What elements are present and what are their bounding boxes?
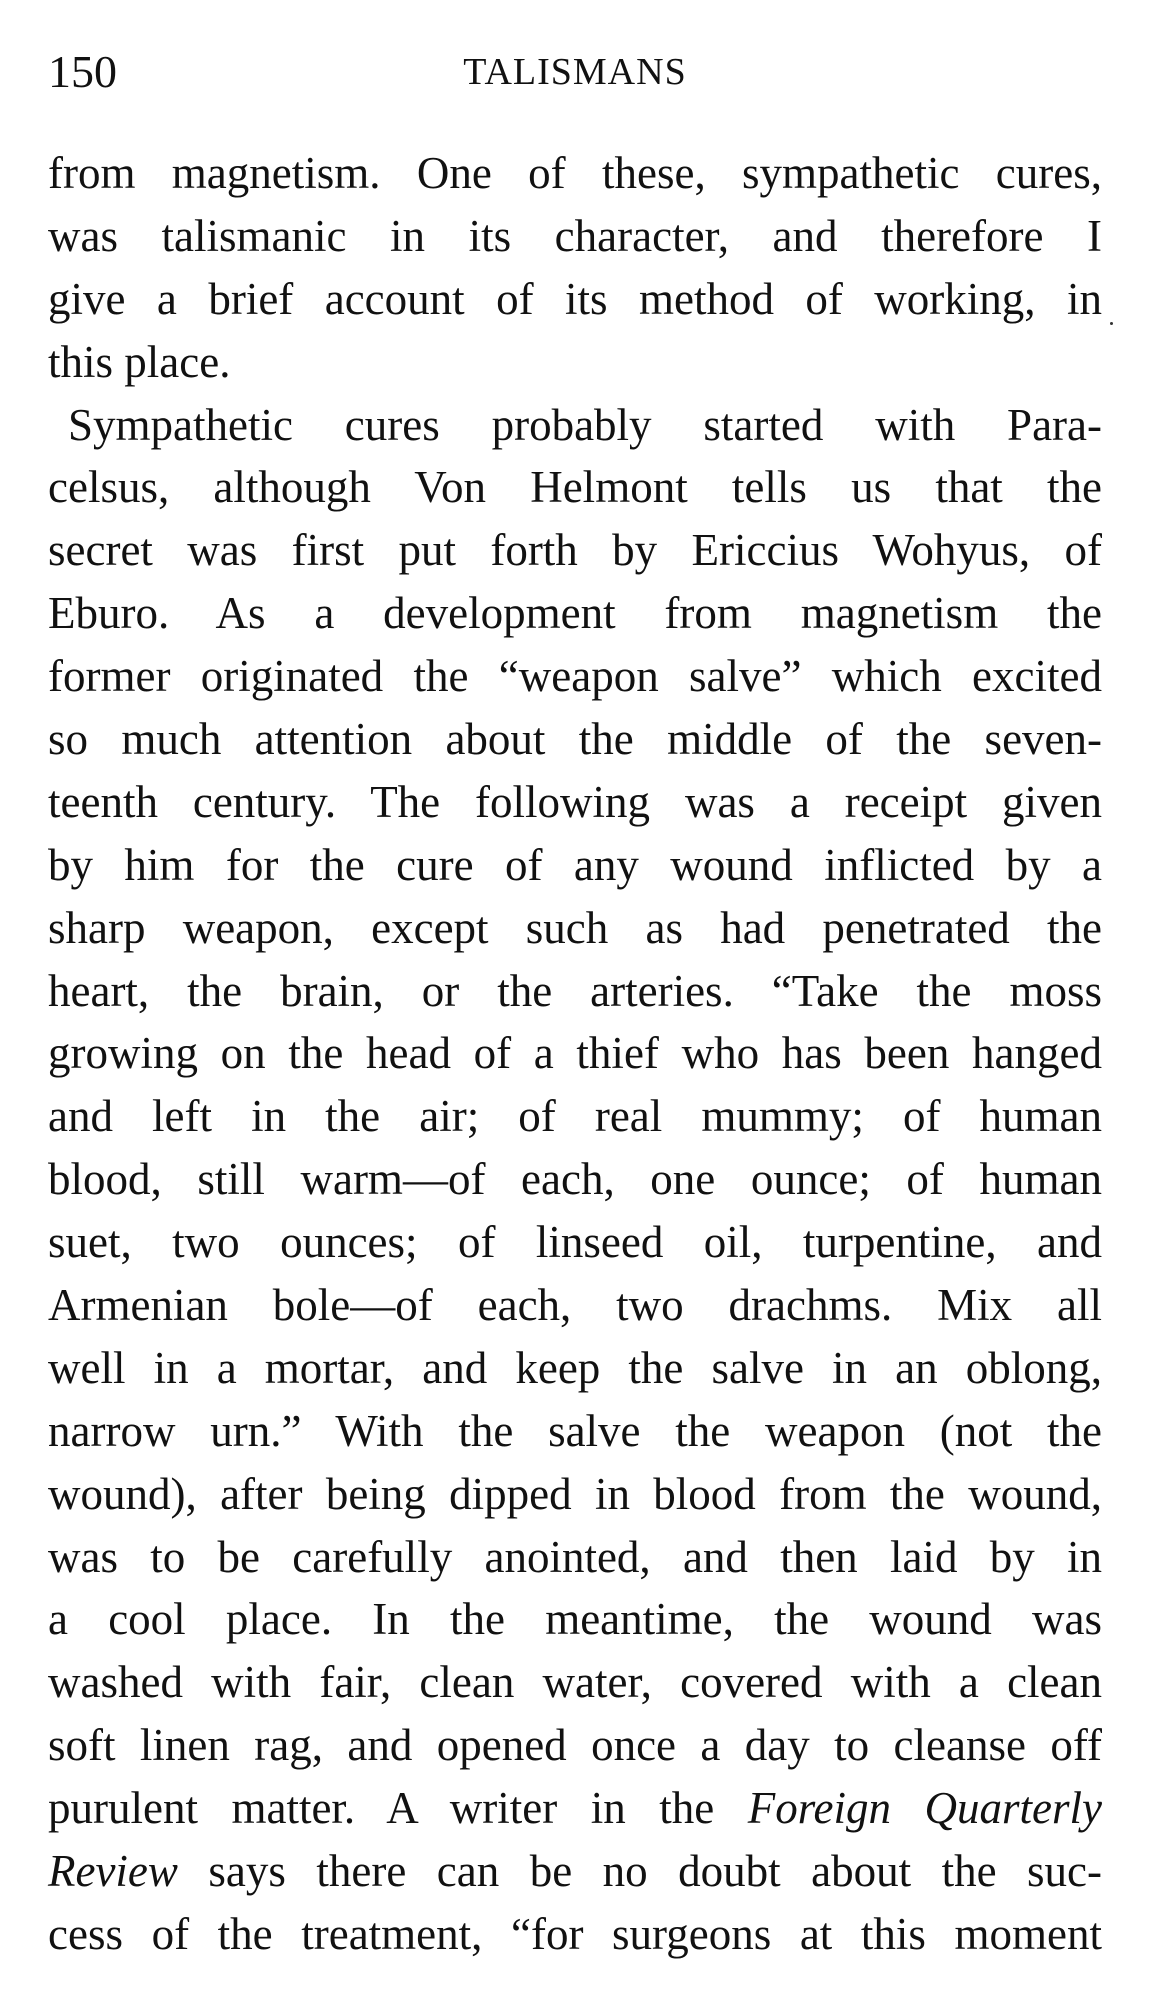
italic-title: Review xyxy=(48,1846,178,1897)
text-line: soft linen rag, and opened once a day to cleanse off xyxy=(48,1720,1102,1771)
page-header xyxy=(48,42,1102,102)
text-line: sharp weapon, except such as had penetrated the xyxy=(48,902,1102,953)
text-line: celsus, although Von Helmont tells us that the xyxy=(48,462,1102,513)
text-line: secret was first put forth by Ericcius Wohyus, of xyxy=(48,525,1102,576)
text-span: purulent matter. A writer in the xyxy=(48,1783,748,1834)
italic-title: Foreign Quarterly xyxy=(747,1783,1102,1834)
text-line: suet, two ounces; of linseed oil, turpentine, and xyxy=(48,1217,1102,1268)
text-line: a cool place. In the meantime, the wound was xyxy=(48,1594,1102,1645)
body-text xyxy=(48,142,1102,1966)
text-line: and left in the air; of real mummy; of human xyxy=(48,1091,1102,1142)
text-line: Sympathetic cures probably started with Para- xyxy=(68,399,1102,450)
text-line: by him for the cure of any wound inflicted by a xyxy=(48,839,1102,890)
page-number: 150 xyxy=(48,46,117,97)
text-line: Armenian bole—of each, two drachms. Mix all xyxy=(48,1280,1102,1331)
text-line: growing on the head of a thief who has been hanged xyxy=(48,1028,1102,1079)
text-line: wound), after being dipped in blood from the wound, xyxy=(48,1468,1102,1519)
text-line: teenth century. The following was a receipt given xyxy=(48,776,1102,827)
text-line: from magnetism. One of these, sympathetic cures, xyxy=(48,148,1102,198)
text-line xyxy=(48,1840,1102,1903)
text-line xyxy=(48,1777,1102,1840)
text-line: give a brief account of its method of working, in xyxy=(48,273,1102,324)
text-line: well in a mortar, and keep the salve in an oblong, xyxy=(48,1342,1102,1393)
text-span: says there can be no doubt about the suc- xyxy=(177,1846,1102,1897)
text-line: blood, still warm—of each, one ounce; of human xyxy=(48,1154,1102,1205)
text-line: this place. xyxy=(48,336,231,387)
text-line: was to be carefully anointed, and then laid by in xyxy=(48,1531,1102,1582)
text-line: washed with fair, clean water, covered with a clean xyxy=(48,1657,1102,1708)
text-line: was talismanic in its character, and therefore I xyxy=(48,210,1102,261)
text-line: Eburo. As a development from magnetism the xyxy=(48,588,1102,639)
text-line: narrow urn.” With the salve the weapon (not the xyxy=(48,1405,1102,1456)
text-line: former originated the “weapon salve” which excited xyxy=(48,651,1102,702)
text-line: so much attention about the middle of the seven- xyxy=(48,714,1102,765)
running-head: TALISMANS xyxy=(463,51,687,93)
print-speck xyxy=(1110,322,1113,325)
text-line: cess of the treatment, “for surgeons at this moment xyxy=(48,1908,1102,1959)
text-line: heart, the brain, or the arteries. “Take the moss xyxy=(48,965,1102,1016)
